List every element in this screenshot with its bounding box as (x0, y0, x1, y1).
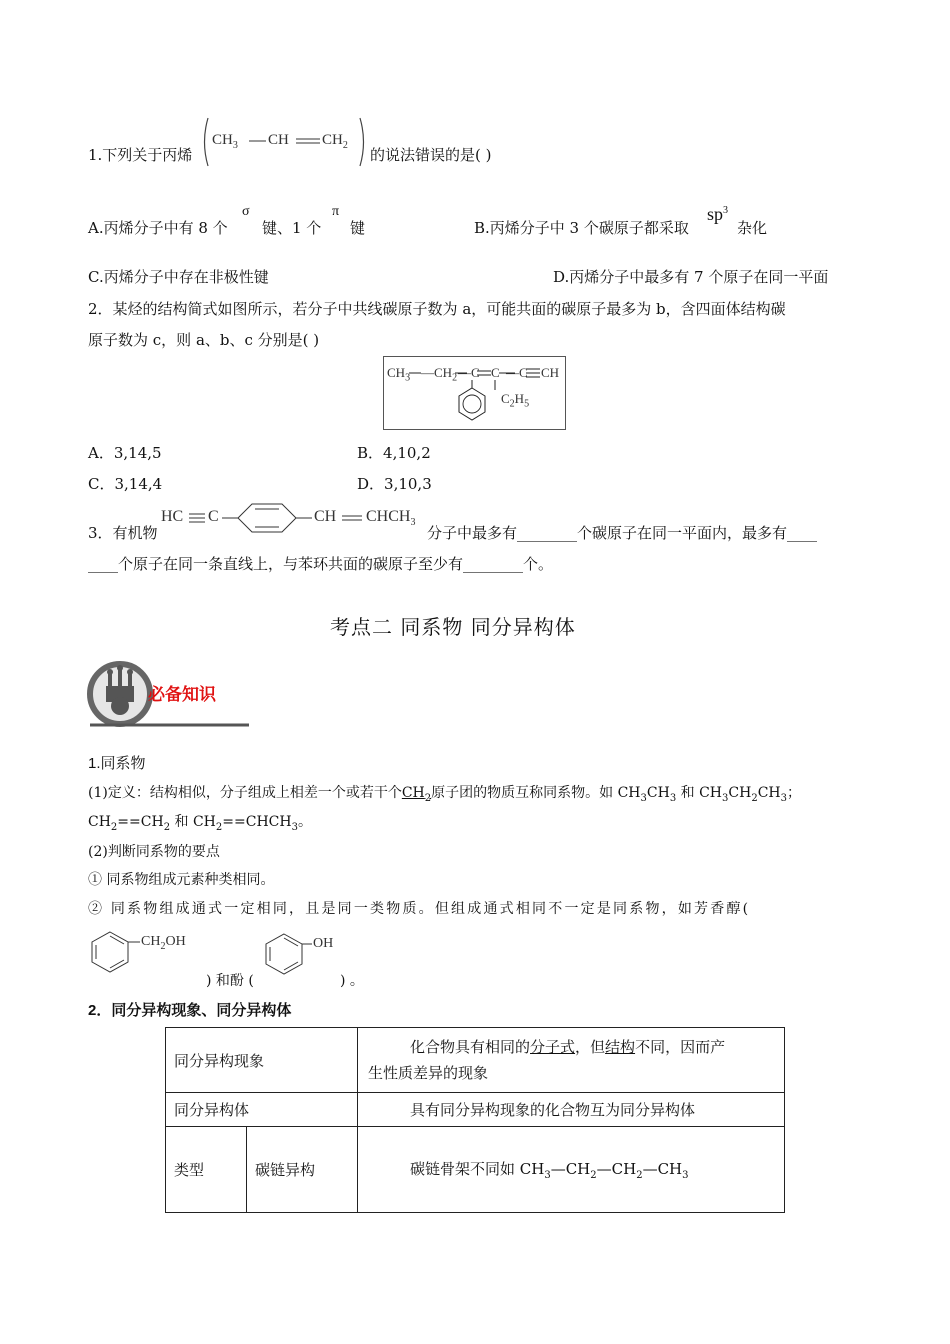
table-cell: 化合物具有相同的分子式，但结构不同，因而产 生性质差异的现象 (358, 1028, 785, 1093)
q1-option-a-2: 键、1 个 (262, 219, 322, 237)
q1-option-a: A.丙烯分子中有 8 个 (88, 219, 228, 237)
table-cell: 同分异构体 (166, 1093, 358, 1127)
q3-ch: CH (314, 508, 337, 525)
table-cell: 碳链异构 (247, 1127, 358, 1213)
q3-c: C (208, 508, 219, 525)
q2-line-1: 2．某烃的结构简式如图所示，若分子中共线碳原子数为 a，可能共面的碳原子最多为 b，含四面体结构碳 (88, 300, 786, 318)
k1-example: $CH_2==CH_2$ 和 $CH_2==CHCH_3$。 (88, 814, 312, 833)
benzyl-ch2oh: $CH_2OH$ (141, 934, 186, 952)
propene-ch3: $CH_3$ (212, 132, 238, 151)
sigma-symbol: σ (242, 204, 250, 219)
badge-label: 必备知识 (148, 685, 216, 704)
q1-option-b: B.丙烯分子中 3 个碳原子都采取 (474, 219, 689, 237)
q2-c2: C (491, 365, 500, 380)
q1-option-c: C.丙烯分子中存在非极性键 (88, 268, 269, 286)
q2-option-b: B．4,10,2 (357, 444, 431, 462)
k1-definition: (1)定义：结构相似，分子组成上相差一个或若干个$CH_2$原子团的物质互称同系物。如 $CH_3CH_3$ 和 $CH_3CH_2CH_3$； (88, 785, 801, 804)
k1-and-phenol: ) 和酚 ( (206, 973, 254, 989)
q2-c1: —C (458, 365, 480, 380)
q1-option-b-2: 杂化 (737, 219, 768, 237)
section-title: 考点二 同系物 同分异构体 (330, 615, 576, 639)
k1-heading: 1.同系物 (88, 755, 146, 772)
k1-end: ) 。 (340, 973, 364, 989)
q3-text-1: 分子中最多有________个碳原子在同一平面内，最多有____ (427, 524, 818, 542)
q3-lead: 3．有机物 (88, 524, 158, 542)
pi-symbol: π (332, 204, 340, 219)
q2-c3: —C (506, 365, 528, 380)
k2-heading: 2．同分异构现象、同分异构体 (88, 1002, 292, 1019)
q2-ethyl: $C_2H_5$ (501, 391, 530, 410)
q2-option-a: A．3,14,5 (88, 444, 162, 462)
k1-point-2: ② 同系物组成通式一定相同，且是同一类物质。但组成通式相同不一定是同系物，如芳香醇( (88, 901, 751, 917)
table-row (166, 1093, 785, 1127)
q2-line-2: 原子数为 c，则 a、b、c 分别是( ) (88, 331, 320, 349)
q3-text-2: ____个原子在同一条直线上，与苯环共面的碳原子至少有________个。 (88, 555, 554, 573)
table-cell: 碳链骨架不同如 $CH_3—CH_2—CH_2—CH_3$ (358, 1127, 785, 1213)
table-row (166, 1127, 785, 1213)
table-cell: 同分异构现象 (166, 1028, 358, 1093)
q2-ch3: $CH_3$ (387, 365, 411, 384)
table-row (166, 1028, 785, 1093)
q3-hc: HC (161, 508, 184, 525)
q2-option-c: C．3,14,4 (88, 475, 163, 493)
table-cell: 类型 (166, 1127, 247, 1213)
q1-tail: 的说法错误的是( ) (370, 146, 492, 164)
phenol-oh: OH (313, 936, 334, 951)
k1-point-heading: (2)判断同系物的要点 (88, 844, 220, 860)
propene-ch: CH (268, 132, 289, 148)
q2-ch2: $—CH_2$ (421, 365, 458, 384)
q1-option-d: D.丙烯分子中最多有 7 个原子在同一平面 (553, 268, 829, 286)
q1-lead: 1.下列关于丙烯 (88, 146, 193, 164)
q2-option-d: D．3,10,3 (357, 475, 432, 493)
table-cell: 具有同分异构现象的化合物互为同分异构体 (358, 1093, 785, 1127)
q2-ch: CH (541, 365, 560, 380)
k1-point-1: ① 同系物组成元素种类相同。 (88, 872, 275, 888)
isomer-table (165, 1027, 785, 1213)
q3-chch3: $CHCH_3$ (366, 508, 416, 529)
q1-option-a-3: 键 (350, 219, 366, 237)
sp3-label: $sp^3$ (707, 204, 729, 224)
propene-ch2: $CH_2$ (322, 132, 348, 151)
